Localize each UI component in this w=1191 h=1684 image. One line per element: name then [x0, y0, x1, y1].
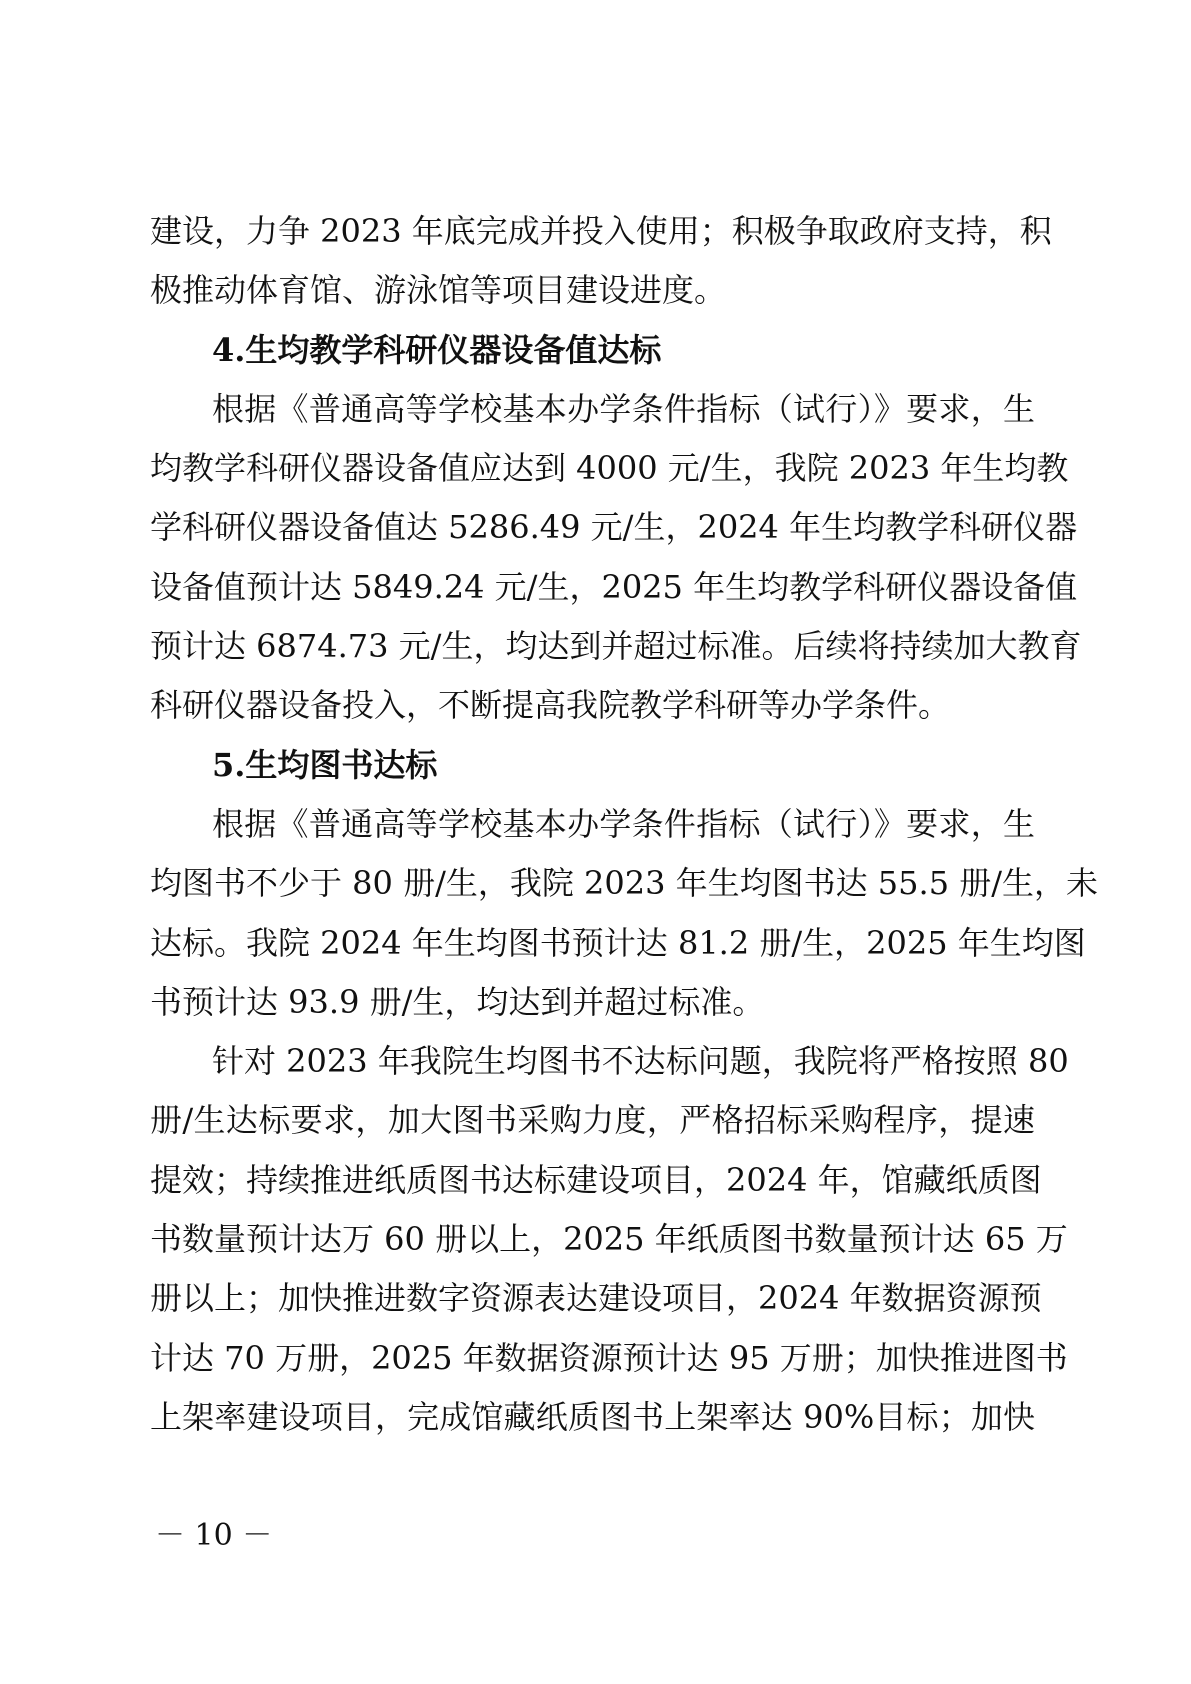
paragraph-line: 均图书不少于 80 册/生，我院 2023 年生均图书达 55.5 册/生，未	[150, 864, 1099, 903]
paragraph-line: 均教学科研仪器设备值应达到 4000 元/生，我院 2023 年生均教	[150, 449, 1069, 488]
paragraph-line: 书数量预计达万 60 册以上，2025 年纸质图书数量预计达 65 万	[150, 1220, 1068, 1259]
section-heading: 5.生均图书达标	[212, 745, 438, 784]
paragraph-line: 针对 2023 年我院生均图书不达标问题，我院将严格按照 80	[212, 1042, 1069, 1081]
paragraph-line: 设备值预计达 5849.24 元/生，2025 年生均教学科研仪器设备值	[150, 567, 1078, 606]
paragraph-line: 根据《普通高等学校基本办学条件指标（试行）》要求，生	[212, 804, 1035, 843]
paragraph-line: 极推动体育馆、游泳馆等项目建设进度。	[150, 271, 727, 310]
paragraph-line: 书预计达 93.9 册/生，均达到并超过标准。	[150, 982, 765, 1021]
section-heading: 4.生均教学科研仪器设备值达标	[212, 330, 662, 369]
paragraph-line: 上架率建设项目，完成馆藏纸质图书上架率达 90%目标；加快	[150, 1397, 1035, 1436]
document-body	[150, 202, 1099, 1447]
paragraph-line: 册/生达标要求，加大图书采购力度，严格招标采购程序，提速	[150, 1101, 1035, 1140]
paragraph-line: 预计达 6874.73 元/生，均达到并超过标准。后续将持续加大教育	[150, 627, 1082, 666]
paragraph-line: 建设，力争 2023 年底完成并投入使用；积极争取政府支持，积	[150, 212, 1052, 250]
paragraph-line: 册以上；加快推进数字资源表达建设项目，2024 年数据资源预	[150, 1279, 1042, 1318]
paragraph-line: 提效；持续推进纸质图书达标建设项目，2024 年，馆藏纸质图	[150, 1160, 1042, 1199]
paragraph-line: 科研仪器设备投入，不断提高我院教学科研等办学条件。	[150, 686, 951, 725]
paragraph-line: 计达 70 万册，2025 年数据资源预计达 95 万册；加快推进图书	[150, 1338, 1068, 1377]
page-number: － 10 －	[155, 1518, 273, 1553]
paragraph-line: 学科研仪器设备值达 5286.49 元/生，2024 年生均教学科研仪器	[150, 508, 1078, 547]
paragraph-line: 达标。我院 2024 年生均图书预计达 81.2 册/生，2025 年生均图	[150, 923, 1086, 962]
paragraph-line: 根据《普通高等学校基本办学条件指标（试行）》要求，生	[212, 389, 1035, 428]
